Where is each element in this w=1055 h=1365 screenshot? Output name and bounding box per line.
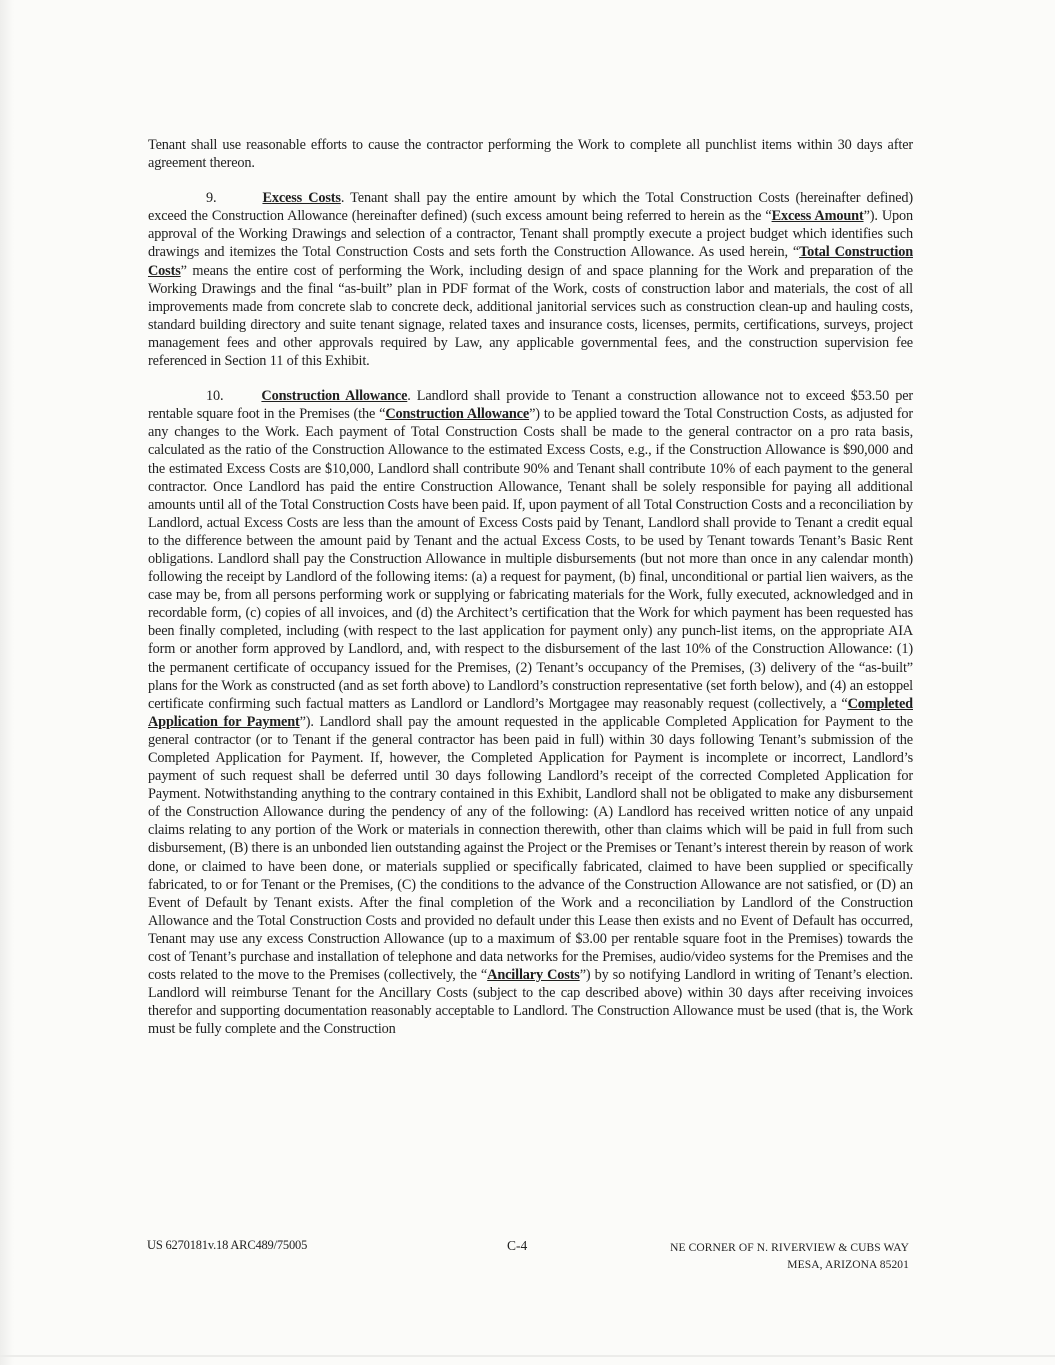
section-10-heading: Construction Allowance bbox=[261, 388, 408, 405]
section-10-number: 10. bbox=[206, 388, 224, 405]
scan-edge-line bbox=[0, 1355, 1055, 1357]
section-9-paragraph bbox=[148, 189, 913, 370]
footer-address-line-2: MESA, ARIZONA 85201 bbox=[787, 1259, 909, 1271]
section-10-text-4: ”) by so notifying Landlord in writing of Tenant’s election. Landlord will reimburse Tenant for the Ancillary Costs (subject to the cap described above) within 30 days after receiving invoices therefor and supporting documentation reasonably acceptable to Landlord. The Construction Allowance must be used (that is, the Work must be fully complete and the Construction bbox=[148, 967, 913, 1038]
footer-address bbox=[670, 1240, 909, 1274]
footer-page-number: C-4 bbox=[507, 1238, 528, 1253]
term-completed-application: Completed Application for Payment bbox=[148, 695, 913, 730]
footer-document-id: US 6270181v.18 ARC489/75005 bbox=[147, 1238, 308, 1252]
section-9-text-1: . Tenant shall pay the entire amount by which the Total Construction Costs (hereinafter defined) exceed the Construction Allowance (hereinafter defined) (such excess amount being referred to herein as the “ bbox=[148, 190, 913, 225]
document-body bbox=[148, 136, 913, 1056]
term-construction-allowance: Construction Allowance bbox=[385, 406, 530, 423]
intro-text: Tenant shall use reasonable efforts to cause the contractor performing the Work to complete all punchlist items within 30 days after agreement thereon. bbox=[148, 137, 913, 172]
term-excess-amount: Excess Amount bbox=[771, 208, 864, 225]
section-9-heading: Excess Costs bbox=[262, 190, 341, 207]
intro-paragraph bbox=[148, 136, 913, 172]
section-9-text-2: ”). Upon approval of the Working Drawings and selection of a contractor, Tenant shall promptly execute a project budget which identifies such drawings and itemizes the Total Construction Costs and sets forth the Construction Allowance. As used herein, “ bbox=[148, 208, 913, 261]
section-10-paragraph bbox=[148, 387, 913, 1038]
section-10-text-2: ”) to be applied toward the Total Construction Costs, as adjusted for any changes to the Work. Each payment of Total Construction Costs shall be made to the general contractor on a pro rata basis, calculated as the ratio of the Construction Allowance to the estimated Excess Costs, e.g., if the Construction Allowance is $90,000 and the estimated Excess Costs are $10,000, Landlord shall contribute 90% and Tenant shall contribute 10% of each payment to the general contractor. Once Landlord has paid the entire Construction Allowance, Tenant shall be solely responsible for paying all additional amounts until all of the Total Construction Costs have been paid. If, upon payment of all Total Construction Costs and a reconciliation by Landlord, actual Excess Costs are less than the amount of Excess Costs paid by Tenant, Landlord shall provide to Tenant a credit equal to the difference between the amount paid by Tenant and the actual Excess Costs, to be used by Tenant towards Tenant’s Basic Rent obligations. Landlord shall pay the Construction Allowance in multiple disbursements (but not more than once in any calendar month) following the receipt by Landlord of the following items: (a) a request for payment, (b) final, unconditional or partial lien waivers, as the case may be, from all persons performing work or supplying or fabricating materials for the Work, fully executed, acknowledged and in recordable form, (c) copies of all invoices, and (d) the Architect’s certification that the Work for which payment has been requested has been finally completed, including (with respect to the last application for payment only) any punch-list items, on the appropriate AIA form or another form approved by Landlord, and, with respect to the disbursement of the last 10% of the Construction Allowance: (1) the permanent certificate of occupancy issued for the Premises, (2) Tenant’s occupancy of the Premises, (3) delivery of the “as-built” plans for the Work as constructed (and as set forth above) to Landlord’s construction representative (set forth below), and (4) an estoppel certificate confirming such factual matters as Landlord or Landlord’s Mortgagee may reasonably request (collectively, a “ bbox=[148, 406, 913, 712]
term-ancillary-costs: Ancillary Costs bbox=[487, 967, 580, 984]
section-9-text-3: ” means the entire cost of performing the Work, including design of and space planning for the Work and preparation of the Working Drawings and the final “as-built” plan in PDF format of the Work, costs of construction labor and materials, the cost of all improvements made from concrete slab to concrete deck, additional janitorial services such as construction clean-up and hauling costs, standard building directory and suite tenant signage, related taxes and insurance costs, licenses, permits, certifications, surveys, project management fees and other approvals required by Law, any applicable governmental fees, and the construction supervision fee referenced in Section 11 of this Exhibit. bbox=[148, 262, 913, 370]
section-9-number: 9. bbox=[206, 190, 217, 207]
section-10-text-3: ”). Landlord shall pay the amount requested in the applicable Completed Application for Payment to the general contractor (or to Tenant if the general contractor has been paid in full) within 30 days following Tenant’s submission of the Completed Application for Payment. If, however, the Completed Application for Payment is incomplete or incorrect, Landlord’s payment of such request shall be deferred until 30 days following Landlord’s receipt of the corrected Completed Application for Payment. Notwithstanding anything to the contrary contained in this Exhibit, Landlord shall not be obligated to make any disbursement of the Construction Allowance during the pendency of any of the following: (A) Landlord has received written notice of any unpaid claims relating to any portion of the Work or materials in connection therewith, other than claims which will be paid in full from such disbursement, (B) there is an unbonded lien outstanding against the Project or the Premises or Tenant’s interest therein by reason of work done, or claimed to have been done, or materials supplied or specifically fabricated, claimed to have been supplied or specifically fabricated, to or for Tenant or the Premises, (C) the conditions to the advance of the Construction Allowance are not satisfied, or (D) an Event of Default by Tenant exists. After the final completion of the Work and a reconciliation by Landlord of the Construction Allowance and the Total Construction Costs and provided no default under this Lease then exists and no Event of Default has occurred, Tenant may use any excess Construction Allowance (up to a maximum of $3.00 per rentable square foot in the Premises) towards the cost of Tenant’s purchase and installation of telephone and data networks for the Premises, audio/video systems for the Premises and the costs related to the move to the Premises (collectively, the “ bbox=[148, 713, 913, 984]
scan-shadow bbox=[0, 0, 14, 1365]
section-10-text-1: . Landlord shall provide to Tenant a construction allowance not to exceed $53.50 per rentable square foot in the Premises (the “ bbox=[148, 388, 914, 423]
footer-address-line-1: NE CORNER OF N. RIVERVIEW & CUBS WAY bbox=[670, 1242, 909, 1254]
term-total-construction-costs: Total Construction Costs bbox=[148, 244, 913, 279]
